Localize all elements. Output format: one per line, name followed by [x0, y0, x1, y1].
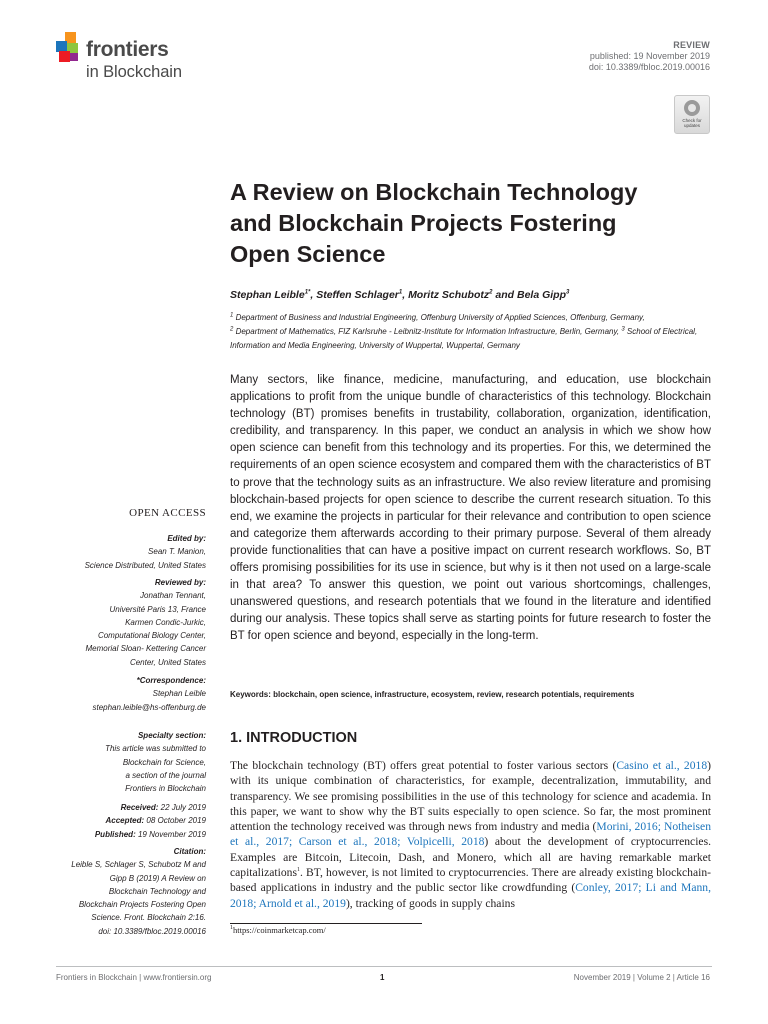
affil-sup: 1 — [230, 312, 234, 319]
journal-logo — [56, 32, 226, 84]
footnote — [230, 925, 326, 935]
affil-sup: 2 — [230, 326, 234, 333]
sidebar-text: Science Distributed, United States — [84, 560, 206, 570]
body-text: The blockchain technology (BT) offers great potential to foster various sectors ( — [230, 759, 617, 772]
date-label: Received: — [120, 803, 159, 812]
sidebar-text: Blockchain Projects Fostering Open — [78, 900, 206, 910]
separator: , — [402, 289, 409, 301]
sidebar-correspondence — [92, 674, 206, 714]
sidebar-text: Science. Front. Blockchain 2:16. — [91, 913, 206, 923]
sidebar-text: Karmen Condic-Jurkic, — [125, 617, 206, 627]
abstract: Many sectors, like finance, medicine, manufacturing, and education, use blockchain applications to profit from the unique bundle of characteristics of this technology. Blockchain technology (BT) promises benefits in trustability, collaboration, organization, identification, credibility, and transparency. In this paper, we conduct an analysis in which we show how open science can benefit from this technology and its properties. For this, we determined the requirements of an open science ecosystem and compared them with the characteristics of BT to prove that the technology suits as an infrastructure. We also review literature and promising blockchain-based projects for open science to describe the current research situation. To this end, we examine the projects in particular for their relevance and contribution to open science and categorize them afterwards according to their primary purpose. Several of them already provide functionalities that can have a positive impact on current research workflows. So, BT offers promising possibilities for its use in science, but why is it then not used on a large-scale in that area? To answer this question, we point out various shortcomings, challenges, unanswered questions, and research potentials that we found in the literature and identified during our analysis. These topics shall serve as starting points for future research to foster the BT for open science and beyond, especially in the long-term. — [230, 374, 711, 643]
logo-journal-name: in Blockchain — [86, 63, 182, 81]
date-value: 08 October 2019 — [144, 816, 206, 826]
citation-link[interactable]: Morini, 2016; Notheisen et al., 2017; Carson et al., 2018; Volpicelli, 2018 — [230, 820, 711, 849]
sidebar-text: Center, United States — [129, 657, 206, 667]
title-line: and Blockchain Projects Fostering — [230, 210, 617, 236]
sidebar-text: doi: 10.3389/fbloc.2019.00016 — [98, 926, 206, 936]
author-sup: 3 — [566, 289, 570, 296]
page-number: 1 — [380, 973, 385, 982]
body-text: ) about the development of cryptocurrencies. Examples are Bitcoin, Litecoin, Dash, and Monero, which all are having remarkable market capitalizations — [230, 835, 711, 880]
sidebar-citation — [71, 845, 206, 938]
sidebar-text: Computational Biology Center, — [97, 631, 206, 641]
sidebar-heading: Specialty section: — [137, 731, 206, 740]
author-sup: 1 — [398, 289, 403, 296]
title-line: A Review on Blockchain Technology — [230, 179, 638, 205]
frontiers-logo-icon — [56, 32, 86, 62]
published-date: published: 19 November 2019 — [589, 51, 710, 61]
author-list — [230, 289, 569, 301]
doi-link[interactable]: doi: 10.3389/fbloc.2019.00016 — [588, 62, 710, 72]
keywords: Keywords: blockchain, open science, infrastructure, ecosystem, review, research potentials, requirements — [230, 690, 635, 699]
separator: , — [310, 289, 317, 301]
title-line: Open Science — [230, 241, 386, 267]
sidebar-text: Blockchain for Science, — [122, 757, 206, 767]
citation-link[interactable]: Casino et al., 2018 — [616, 759, 708, 772]
footer-issue: November 2019 | Volume 2 | Article 16 — [573, 973, 710, 982]
sidebar-edited-by — [85, 532, 206, 572]
author-sup: 1* — [304, 289, 311, 296]
sidebar-heading: *Correspondence: — [136, 676, 206, 685]
published-row — [95, 828, 206, 841]
footnote-mark: 1 — [230, 925, 233, 932]
logo-brand: frontiers — [86, 38, 169, 61]
body-text: ), tracking of goods in supply chains — [345, 896, 515, 910]
section-heading: 1. INTRODUCTION — [230, 730, 358, 746]
date-label: Published: — [94, 829, 136, 839]
date-value: 19 November 2019 — [135, 829, 206, 839]
footnote-marker[interactable]: 1 — [296, 867, 300, 874]
badge-label: Check for updates — [682, 118, 702, 128]
footnote-url[interactable]: https://coinmarketcap.com/ — [233, 925, 326, 935]
affiliations — [230, 311, 730, 353]
sidebar-text: Gipp B (2019) A Review on — [109, 873, 206, 883]
sidebar-dates — [95, 801, 206, 841]
sidebar-reviewed-by — [86, 576, 207, 669]
affiliation-2-3 — [230, 325, 730, 353]
affil-text: Department of Mathematics, FIZ Karlsruhe - Leibnitz-Institute for Information Infrastructure, Berlin, Germany, — [233, 327, 620, 336]
intro-paragraph — [230, 758, 711, 911]
footnote-divider — [230, 923, 422, 924]
sidebar-text: a section of the journal — [125, 770, 206, 780]
affiliation-1 — [230, 311, 730, 325]
separator: and — [492, 289, 517, 301]
sidebar-heading: Edited by: — [167, 534, 206, 543]
sidebar-text: Université Paris 13, France — [109, 604, 206, 614]
sidebar-text: This article was submitted to — [105, 744, 206, 754]
sidebar-heading: Citation: — [173, 847, 206, 856]
date-value: 22 July 2019 — [158, 803, 206, 812]
sidebar-text: Sean T. Manion, — [148, 547, 206, 557]
sidebar-text: Stephan Leible — [152, 689, 206, 699]
sidebar-text: Frontiers in Blockchain — [125, 784, 206, 794]
article-title — [230, 177, 720, 270]
check-updates-icon — [684, 100, 700, 116]
sidebar-text: Memorial Sloan- Kettering Cancer — [85, 644, 206, 654]
footer-journal[interactable]: Frontiers in Blockchain | www.frontiersin.org — [56, 973, 212, 982]
author-sup: 2 — [489, 289, 493, 296]
affil-text: School of Electrical, Information and Media Engineering, University of Wuppertal, Wuppertal, Germany — [230, 327, 698, 350]
date-label: Accepted: — [105, 816, 145, 826]
author-name[interactable]: Bela Gipp — [517, 289, 567, 301]
footer-divider — [56, 966, 712, 967]
check-for-updates-button[interactable] — [674, 95, 710, 134]
sidebar-text: Leible S, Schlager S, Schubotz M and — [71, 860, 206, 870]
citation-link[interactable]: Conley, 2017; Li and Mann, 2018; Arnold et al., 2019 — [230, 881, 711, 910]
open-access-label: OPEN ACCESS — [129, 507, 206, 519]
sidebar-specialty — [105, 729, 206, 795]
author-name[interactable]: Steffen Schlager — [316, 289, 399, 301]
article-meta — [589, 40, 710, 73]
sidebar-text: Blockchain Technology and — [108, 886, 206, 896]
email-link[interactable]: stephan.leible@hs-offenburg.de — [92, 702, 206, 712]
author-name[interactable]: Moritz Schubotz — [408, 289, 490, 301]
sidebar-heading: Reviewed by: — [154, 578, 206, 587]
author-name[interactable]: Stephan Leible — [230, 289, 305, 301]
received-row — [95, 801, 206, 814]
affil-text: Department of Business and Industrial Engineering, Offenburg University of Applied Sciences, Offenburg, Germany, — [233, 313, 645, 322]
body-text: . BT, however, is not limited to cryptocurrencies. There are already existing blockchain-based applications in industry and the public sector like crowdfunding ( — [230, 866, 711, 895]
accepted-row — [95, 814, 206, 827]
article-type: REVIEW — [673, 40, 710, 50]
sidebar-text: Jonathan Tennant, — [140, 591, 206, 601]
affil-sup: 3 — [621, 326, 625, 333]
body-text: ) with its unique combination of characteristics, for example, decentralization, immutability, and transparency. We see promising possibilities in the use of this technology for science and academia. In this paper, we want to show why the BT suits especially to open science. So far, the most prominent attention the technology received was through news from industry and media ( — [230, 759, 711, 834]
